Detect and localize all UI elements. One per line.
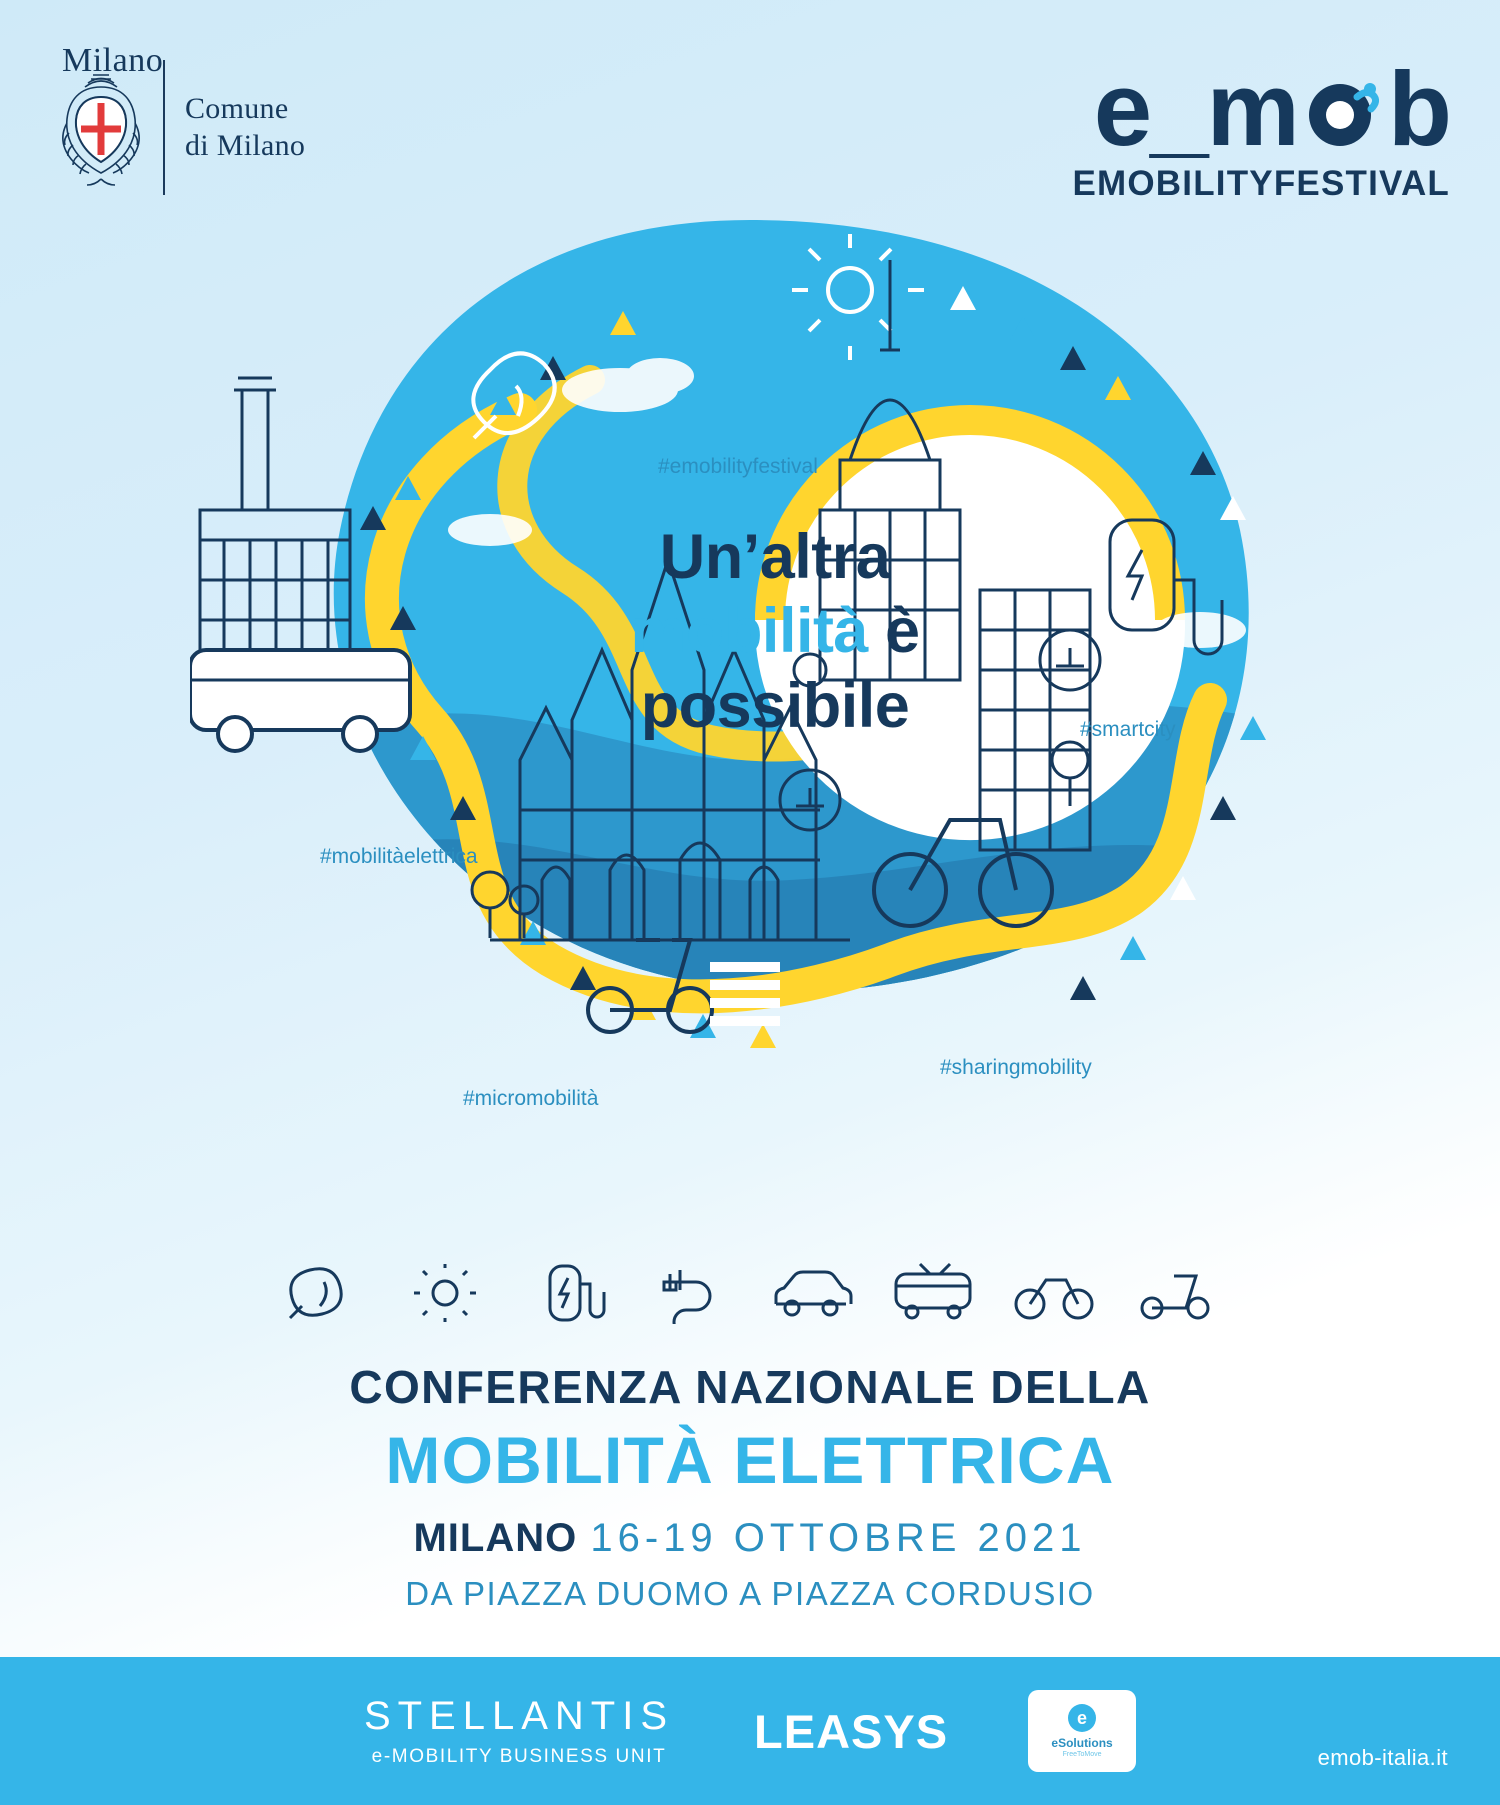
charging-column-icon	[524, 1262, 610, 1324]
sponsor-esolutions-tagline: FreeToMove	[1062, 1751, 1102, 1758]
sponsor-esolutions-name: eSolutions	[1051, 1736, 1113, 1750]
comune-city-label: di Milano	[185, 128, 306, 162]
event-dates: 16-19 OTTOBRE 2021	[590, 1516, 1087, 1560]
comune-label: Comune	[185, 91, 289, 125]
logo-divider	[163, 60, 165, 195]
emob-wordmark	[1072, 51, 1450, 168]
hashtag-mobilitaelettrica: #mobilitàelettrica	[320, 845, 478, 868]
leaf-search-icon	[280, 1262, 366, 1324]
sponsor-leasys	[754, 1704, 948, 1759]
emob-festival-logo	[1072, 51, 1450, 204]
claim-line-3: possibile	[640, 670, 910, 741]
website-link[interactable]: emob-italia.it	[1317, 1745, 1448, 1770]
kick-scooter-icon	[1134, 1262, 1220, 1324]
milano-coat-of-arms-icon	[55, 63, 147, 193]
sponsor-esolutions	[1028, 1690, 1136, 1772]
milano-label: Milano	[62, 42, 164, 79]
emob-wordmark-right: b	[1387, 51, 1450, 168]
claim-line-2-end: è	[884, 596, 920, 667]
sun-icon	[402, 1262, 488, 1324]
hashtag-sharingmobility: #sharingmobility	[940, 1056, 1092, 1079]
claim-line-1: Un’altra	[659, 522, 891, 592]
sponsor-row	[0, 1657, 1500, 1805]
conference-title: CONFERENZA NAZIONALE DELLA	[349, 1361, 1151, 1413]
trolleybus-icon	[890, 1262, 976, 1324]
mobility-icon-row	[0, 1262, 1500, 1324]
electric-car-icon	[768, 1262, 854, 1324]
comune-wordmark	[155, 63, 305, 193]
bicycle-icon	[1012, 1262, 1098, 1324]
event-city: MILANO	[413, 1516, 578, 1560]
event-date-line	[0, 1516, 1500, 1561]
hashtag-micromobilita: #micromobilità	[463, 1087, 599, 1110]
conference-titles	[0, 1360, 1500, 1613]
claim-highlight: mobilità	[630, 596, 868, 667]
plug-cable-icon	[646, 1262, 732, 1324]
esolutions-e-icon: e	[1068, 1704, 1096, 1732]
hashtag-emobilityfestival: #emobilityfestival	[658, 455, 818, 478]
sponsor-stellantis	[364, 1694, 674, 1768]
hashtag-smartcity: #smartcity	[1080, 718, 1176, 741]
conference-subject: MOBILITÀ ELETTRICA	[385, 1423, 1115, 1497]
footer-bar	[0, 1657, 1500, 1805]
event-location: DA PIAZZA DUOMO A PIAZZA CORDUSIO	[405, 1575, 1095, 1612]
plug-o-icon	[1300, 67, 1386, 153]
sponsor-leasys-name: LEASYS	[754, 1704, 949, 1758]
emob-wordmark-left: e_m	[1093, 51, 1298, 168]
emob-subtitle: EMOBILITYFESTIVAL	[1072, 163, 1450, 203]
hero-claim	[560, 520, 990, 743]
sponsor-stellantis-name: STELLANTIS	[363, 1694, 675, 1738]
sponsor-stellantis-tagline: e-MOBILITY BUSINESS UNIT	[371, 1746, 667, 1767]
